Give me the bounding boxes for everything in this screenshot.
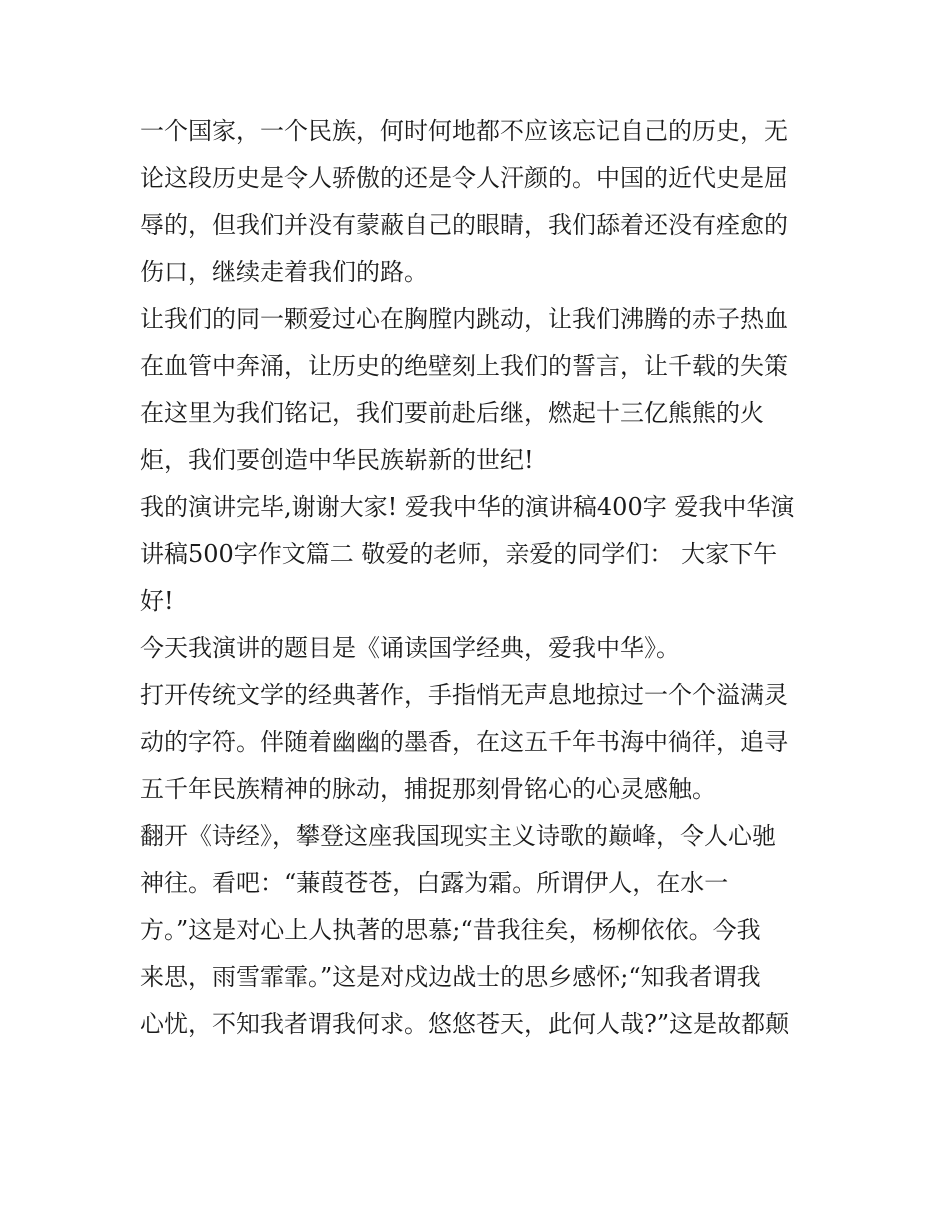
text-line: 在血管中奔涌，让历史的绝壁刻上我们的誓言，让千载的失策 xyxy=(140,352,788,380)
text-line: 伤口，继续走着我们的路。 xyxy=(140,258,428,286)
text-line: 今天我演讲的题目是《诵读国学经典，爱我中华》。 xyxy=(140,634,680,662)
text-line: 让我们的同一颗爱过心在胸膛内跳动，让我们沸腾的赤子热血 xyxy=(140,305,788,333)
text-line: 心忧，不知我者谓我何求。悠悠苍天，此何人哉?”这是故都颠 xyxy=(140,1010,790,1038)
text-line: 我的演讲完毕,谢谢大家! 爱我中华的演讲稿400字 爱我中华演 xyxy=(140,493,795,521)
text-line: 讲稿500字作文篇二 敬爱的老师，亲爱的同学们： 大家下午 xyxy=(140,540,778,568)
text-line: 好! xyxy=(140,587,174,615)
text-line: 来思，雨雪霏霏。”这是对戍边战士的思乡感怀;“知我者谓我 xyxy=(140,963,761,991)
text-line: 动的字符。伴随着幽幽的墨香，在这五千年书海中徜徉，追寻 xyxy=(140,728,788,756)
text-line: 五千年民族精神的脉动，捕捉那刻骨铭心的心灵感触。 xyxy=(140,775,716,803)
text-line: 论这段历史是令人骄傲的还是令人汗颜的。中国的近代史是屈 xyxy=(140,164,788,192)
text-line: 翻开《诗经》，攀登这座我国现实主义诗歌的巅峰，令人心驰 xyxy=(140,822,776,850)
text-line: 辱的，但我们并没有蒙蔽自己的眼睛，我们舔着还没有痊愈的 xyxy=(140,211,788,239)
text-line: 方。”这是对心上人执著的思慕;“昔我往矣，杨柳依依。今我 xyxy=(140,916,761,944)
text-line: 一个国家，一个民族，何时何地都不应该忘记自己的历史，无 xyxy=(140,117,788,145)
text-line: 在这里为我们铭记，我们要前赴后继，燃起十三亿熊熊的火 xyxy=(140,399,764,427)
text-line: 打开传统文学的经典著作，手指悄无声息地掠过一个个溢满灵 xyxy=(140,681,788,709)
text-line: 炬，我们要创造中华民族崭新的世纪! xyxy=(140,446,534,474)
body-text xyxy=(140,108,820,1048)
text-line: 神往。看吧：“蒹葭苍苍，白露为霜。所谓伊人，在水一 xyxy=(140,869,729,897)
